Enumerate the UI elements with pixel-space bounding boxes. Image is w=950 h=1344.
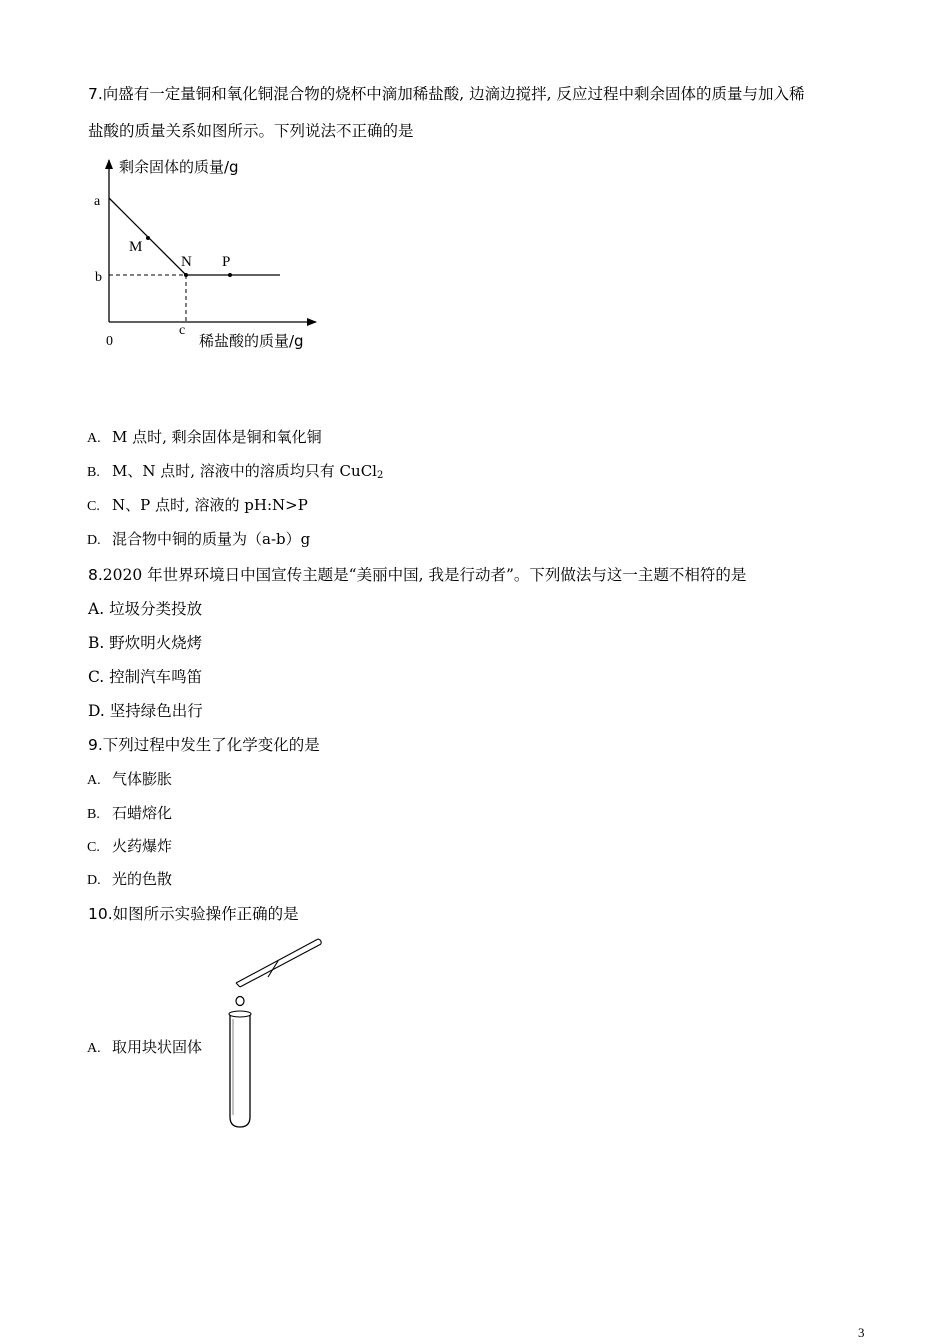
q9-option-a[interactable]: A. 气体膨胀 — [87, 770, 173, 788]
q8-stem: 8.2020 年世界环境日中国宣传主题是“美丽中国, 我是行动者”。下列做法与这一主题不相符的是 — [88, 566, 747, 584]
q7-option-b[interactable]: B. M、N 点时, 溶液中的溶质均只有 CuCl$_2$ — [87, 462, 384, 481]
y-axis-label: 剩余固体的质量/g — [119, 158, 239, 176]
point-label-M: M — [129, 239, 143, 255]
q7-option-a[interactable]: A. M 点时, 剩余固体是铜和氧化铜 — [87, 428, 322, 446]
q9-stem: 9.下列过程中发生了化学变化的是 — [88, 736, 320, 754]
q8-option-c[interactable]: C. 控制汽车鸣笛 — [88, 668, 203, 686]
point-P — [228, 273, 232, 277]
tick-label-a: a — [94, 194, 101, 209]
q10-stem: 10.如图所示实验操作正确的是 — [88, 905, 299, 923]
x-axis-label: 稀盐酸的质量/g — [199, 332, 304, 350]
q9-option-b[interactable]: B. 石蜡熔化 — [87, 804, 173, 822]
q7-option-c[interactable]: C. N、P 点时, 溶液的 pH:N>P — [87, 496, 308, 514]
test-tube-mouth — [229, 1011, 251, 1017]
tweezers-test-tube-figure — [218, 935, 328, 1135]
q8-option-a[interactable]: A. 垃圾分类投放 — [88, 600, 203, 618]
page-number: 3 — [858, 1325, 865, 1340]
point-N — [184, 273, 188, 277]
series-line — [109, 198, 280, 275]
tick-label-c: c — [179, 323, 186, 338]
solid-block-icon — [236, 997, 244, 1006]
point-label-P: P — [222, 254, 231, 270]
q9-option-d[interactable]: D. 光的色散 — [87, 870, 173, 888]
q7-option-d[interactable]: D. 混合物中铜的质量为（a-b）g — [87, 530, 311, 548]
q7-stem-line2: 盐酸的质量关系如图所示。下列说法不正确的是 — [88, 122, 414, 140]
tick-label-b: b — [95, 270, 102, 285]
point-label-N: N — [181, 254, 192, 270]
q7-chart — [88, 152, 328, 357]
point-M — [146, 236, 150, 240]
q7-stem-line1: 7.向盛有一定量铜和氧化铜混合物的烧杯中滴加稀盐酸, 边滴边搅拌, 反应过程中剩余固体的质量与加入稀 — [88, 85, 805, 103]
q8-option-d[interactable]: D. 坚持绿色出行 — [88, 702, 203, 720]
origin-label: 0 — [106, 334, 113, 349]
q10-option-a[interactable]: A. 取用块状固体 — [87, 1038, 203, 1056]
q8-option-b[interactable]: B. 野炊明火烧烤 — [88, 634, 203, 652]
tweezers-icon — [236, 939, 321, 987]
q9-option-c[interactable]: C. 火药爆炸 — [87, 837, 173, 855]
